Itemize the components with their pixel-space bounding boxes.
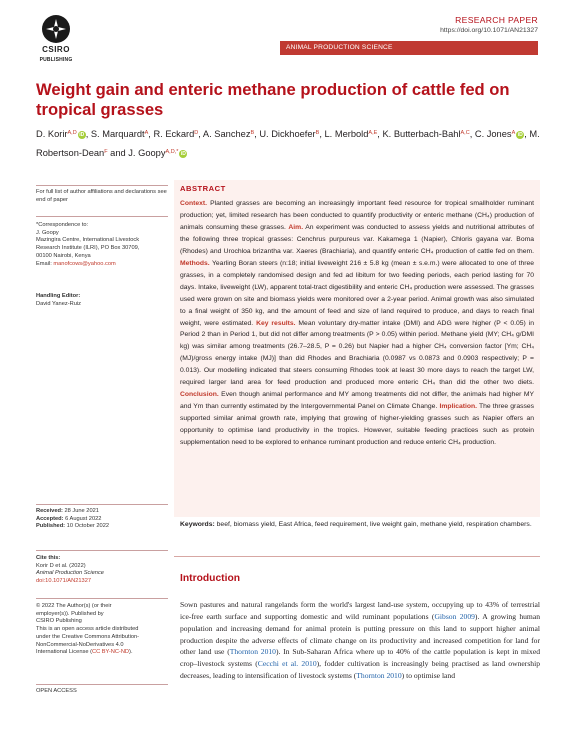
abstract-heading: ABSTRACT <box>180 184 226 193</box>
author-separator: , <box>148 129 154 139</box>
author-separator: , <box>469 129 475 139</box>
accepted-date: 6 August 2022 <box>65 515 102 522</box>
author-separator: , <box>377 129 383 139</box>
aim-label: Aim. <box>288 223 304 231</box>
author-affiliation-marker: A <box>511 130 516 136</box>
license-suffix: ). <box>129 649 133 656</box>
cite-journal: Animal Production Science <box>36 570 104 577</box>
cite-block <box>36 555 168 586</box>
author-name: A. Sanchez <box>202 129 251 139</box>
author-affiliation-marker: A <box>144 130 149 136</box>
sidebar-divider <box>36 504 168 505</box>
intro-text: ). A growing human population and increasing demand for animal protein is putting pressure on this land to support higher animal production despite the adverse effects of climate change on its productivity and increased competition for land for other land use ( <box>180 611 541 657</box>
affiliation-note: For full list of author affiliations and declarations see end of paper <box>36 189 167 203</box>
intro-text: ). In Sub-Saharan Africa where up to 40% of the cattle population is kept in mixed crop–livestock systems ( <box>180 647 540 669</box>
author-name: S. Marquardt <box>90 129 145 139</box>
author-separator: , <box>198 129 203 139</box>
email-link[interactable]: manofcows@yahoo.com <box>53 260 116 267</box>
context-label: Context. <box>180 200 208 207</box>
author-affiliation-marker: A,D <box>67 130 77 136</box>
orcid-icon[interactable]: iD <box>517 132 523 138</box>
abstract-text <box>180 198 534 449</box>
results-text: Mean voluntary dry-matter intake (DMI) and ADG were higher (P < 0.05) in Period 2 than in Period 1, but did not differ among treatments (P > 0.05) within period. Methane yield (MY; CH₄ g/DMI kg) was similar among treatments (26.7–28.5, P = 0.26) but Napier had a higher CH₄ conversion factor [Ym; CH₄ (MJ)/gross energy intake (MJ)] than did Rhodes and Brachiaria (0.0987 vs 0.0873 and 0.0903 respectively; P = 0.013). Our modelling indicated that steers consuming Rhodes took at least 30 more days to reach the target LW, required larger land area for feed production and produced more enteric CH₄ than did the other two diets. <box>180 319 535 387</box>
intro-text: ) to optimise land <box>401 671 456 681</box>
aim-text: An experiment was conducted to assess yields and nutritional attributes of the following three tropical grasses: Cenchrus purpureus var. Kakamega 1 (Napier), Chloris gayana var. Boma (Rhodes) and Urochloa brizantha var. Xaeres (Brachiaria), and quantify enteric CH₄ production of cattle fed on them. <box>180 223 534 255</box>
author-name: R. Eckard <box>153 129 195 139</box>
author-separator: , <box>254 129 260 139</box>
correspondence-line: 00100 Nairobi, Kenya <box>36 252 91 259</box>
accepted-label: Accepted: <box>36 515 64 522</box>
paper-title: Weight gain and enteric methane production of cattle fed on tropical grasses <box>36 80 510 119</box>
journal-section-bar: ANIMAL PRODUCTION SCIENCE <box>280 41 538 55</box>
keywords-label: Keywords: <box>180 521 215 528</box>
sidebar-divider <box>36 216 168 217</box>
keywords <box>180 519 538 531</box>
copyright-line: employer(s)). Published by <box>36 610 104 617</box>
author-name: J. Goopy <box>128 147 166 158</box>
intro-paragraph <box>180 599 540 682</box>
context-text: Planted grasses are becoming an increasingly important feed resource for tropical smallholder ruminant production; yet, limited research has been conducted to quantify productivity or enteric methane (CH₄) production of animals consuming these grasses. <box>180 200 534 231</box>
author-name: M. Robertson-Dean <box>36 129 540 158</box>
author-name: K. Butterbach-Bahl <box>382 129 461 139</box>
csiro-emblem-icon <box>41 14 71 44</box>
author-affiliation-marker: A,E <box>368 130 378 136</box>
cite-authors: Korir D et al. (2022) <box>36 562 86 569</box>
author-affiliation-marker: F <box>104 148 108 155</box>
author-name: L. Merbold <box>324 129 369 139</box>
brand-sub: PUBLISHING <box>39 57 73 63</box>
author-affiliation-marker: B <box>250 130 255 136</box>
author-name: U. Dickhoefer <box>259 129 316 139</box>
correspondence-label: *Correspondence to: <box>36 222 89 228</box>
keywords-text: beef, biomass yield, East Africa, feed requirement, live weight gain, methane yield, respiration chambers. <box>214 521 532 528</box>
conclusion-label: Conclusion. <box>180 391 219 399</box>
intro-text: ), fodder cultivation is increasingly being practised as land ownership decreases, leading to intensification of livestock systems ( <box>180 659 540 681</box>
sidebar-divider <box>36 550 168 551</box>
conclusion-text: Even though animal performance and MY among treatments did not differ, the animals had higher MY and Ym than currently estimated by the Intergovernmental Panel on Climate Change. <box>180 391 534 411</box>
citation-link[interactable]: Thornton 2010 <box>356 671 402 681</box>
citation-link[interactable]: Gibson 2009 <box>434 611 475 621</box>
methods-label: Methods. <box>180 259 210 267</box>
brand-name: CSIRO <box>42 45 70 54</box>
cite-doi-link[interactable]: doi:10.1071/AN21327 <box>36 578 92 585</box>
correspondence-line: Mazingira Centre, International Livestock <box>36 237 140 244</box>
correspondence-line: Research Institute (ILRI), PO Box 30709, <box>36 245 140 252</box>
license-link[interactable]: CC BY-NC-ND <box>91 649 130 656</box>
copyright-line: under the Creative Commons Attribution- <box>36 633 140 640</box>
abstract-box <box>174 180 540 517</box>
sidebar-divider <box>36 598 168 599</box>
correspondence-line: J. Goopy <box>36 229 59 236</box>
sidebar-divider <box>36 185 168 186</box>
correspondence-block <box>36 222 168 268</box>
editor-name: David Yanez-Ruiz <box>36 300 81 307</box>
orcid-icon[interactable]: iD <box>180 150 186 157</box>
author-affiliation-marker: D <box>194 130 199 136</box>
dates-block <box>36 508 168 531</box>
methods-text: Yearling Boran steers (n:18; initial liveweight 216 ± 5.8 kg (mean ± s.e.m.) were allocated to one of three grasses, in a completely randomised design and fed ad libitum for two feeding periods, each period lasting for 70 days. Intake, liveweight (LW), apparent total-tract digestibility and enteric CH₄ production were assessed. The grasses used were grown on site and biomass yields were monitored over a 2-year period. Animal growth was also simulated to a final weight of 350 kg, and the amount of feed and size of land required to produce, and days to reach final weight, were estimated. <box>180 259 534 327</box>
author-separator: and <box>107 147 129 158</box>
license-prefix: International License ( <box>36 649 92 656</box>
email-label: Email: <box>36 260 54 267</box>
author-affiliation-marker: A,C <box>460 130 470 136</box>
intro-divider <box>174 556 540 557</box>
copyright-line: © 2022 The Author(s) (or their <box>36 603 112 609</box>
author-list <box>36 125 546 162</box>
implication-label: Implication. <box>439 403 478 411</box>
editor-label: Handling Editor: <box>36 293 81 299</box>
cite-label: Cite this: <box>36 555 61 561</box>
author-name: D. Korir <box>36 129 68 139</box>
copyright-line: CSIRO Publishing <box>36 618 82 625</box>
orcid-icon[interactable]: iD <box>79 132 85 138</box>
copyright-line: This is an open access article distributed <box>36 626 139 633</box>
citation-link[interactable]: Cecchi et al. 2010 <box>257 659 317 669</box>
author-separator: , <box>524 129 530 139</box>
article-type: RESEARCH PAPER <box>455 15 538 25</box>
author-separator: , <box>319 129 325 139</box>
open-access-label: OPEN ACCESS <box>36 688 77 694</box>
handling-editor-block <box>36 293 168 308</box>
author-affiliation-marker: B <box>315 130 320 136</box>
doi-link[interactable]: https://doi.org/10.1071/AN21327 <box>440 27 538 34</box>
received-date: 28 June 2021 <box>64 508 99 514</box>
author-separator: , <box>85 129 91 139</box>
intro-heading: Introduction <box>180 573 241 584</box>
implication-text: The three grasses supported similar animal growth rate, implying that growing of higher-yielding grasses such as Napier offers an opportunity to optimise land productivity in the tropics. However, suitable feeding practices such as protein supplementation need to be explored to enhance ruminant production and reduce enteric CH₄ production. <box>180 403 534 447</box>
published-date: 10 October 2022 <box>66 523 110 530</box>
received-label: Received: <box>36 508 63 514</box>
intro-text: Sown pastures and natural rangelands form the world's largest land-use system, occupying up to 43% of terrestrial ice-free earth surface and supporting domestic and wild ruminant populations ( <box>180 600 540 621</box>
results-label: Key results. <box>256 319 296 327</box>
author-affiliation-marker: A,D,* <box>165 148 179 155</box>
csiro-logo <box>36 14 76 63</box>
sidebar-divider <box>36 684 168 685</box>
copyright-block <box>36 603 168 657</box>
copyright-line: NonCommercial-NoDerivatives 4.0 <box>36 641 124 648</box>
published-label: Published: <box>36 523 66 530</box>
citation-link[interactable]: Thornton 2010 <box>229 647 276 657</box>
author-name: C. Jones <box>474 129 512 139</box>
